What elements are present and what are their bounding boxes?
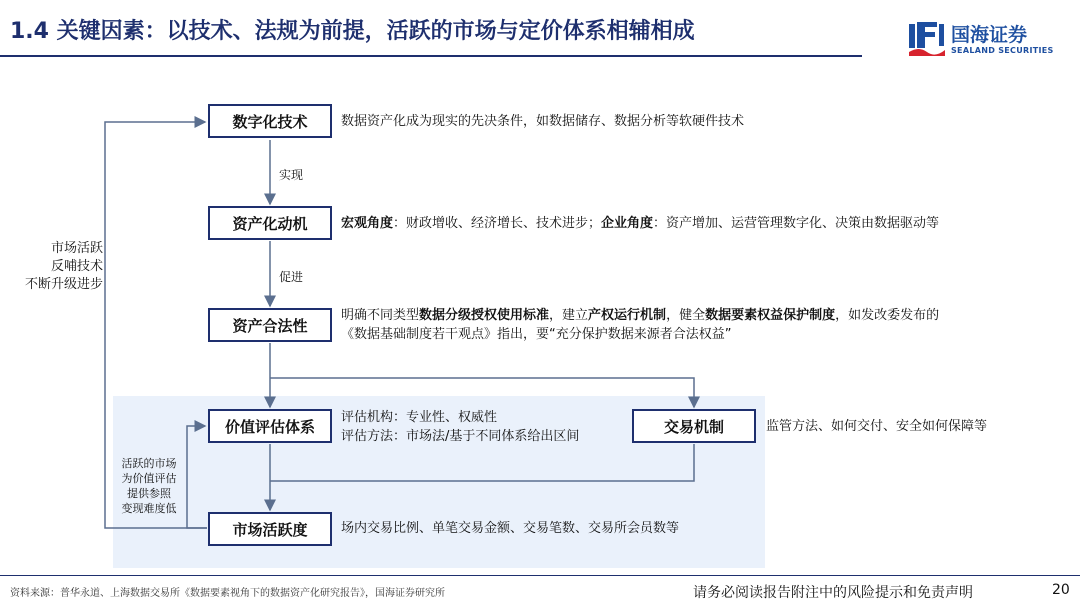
edge-legal-trading <box>270 378 694 407</box>
edge-label-realize: 实现 <box>279 168 304 182</box>
box-trading-mechanism: 交易机制 <box>632 409 756 443</box>
page-title: 1.4 关键因素：以技术、法规为前提，活跃的市场与定价体系相辅相成 <box>10 19 695 44</box>
logo-english-name: SEALAND SECURITIES <box>951 46 1054 55</box>
page-number: 20 <box>1052 582 1070 598</box>
desc-digital-tech: 数据资产化成为现实的先决条件，如数据储存、数据分析等软硬件技术 <box>341 114 745 129</box>
footer-divider <box>0 575 1080 576</box>
edge-label-promote: 促进 <box>279 270 304 284</box>
box-digital-tech: 数字化技术 <box>208 104 332 138</box>
logo-chinese-name: 国海证券 <box>951 24 1028 46</box>
desc-motive-macro: 宏观角度 <box>341 216 394 231</box>
edge-feedback-inner <box>187 426 207 528</box>
edge-trading-market <box>270 444 694 481</box>
feedback-outer-label: 市场活跃 反哺技术 不断升级进步 <box>24 241 103 292</box>
desc-valuation-system: 评估机构：专业性、权威性 评估方法：市场法/基于不同体系给出区间 <box>341 410 580 444</box>
desc-asset-legality: 明确不同类型数据分级授权使用标准，建立产权运行机制，健全数据要素权益保护制度，如发改委发布的 《数据基础制度若干观点》指出，要“充分保护数据来源者合法权益” <box>341 308 940 342</box>
desc-trading-mechanism: 监管方法、如何交付、安全如何保障等 <box>766 419 988 434</box>
feedback-inner-label: 活跃的市场 为价值评估 提供参照 变现难度低 <box>121 457 177 515</box>
footer-source: 资料来源：普华永道、上海数据交易所《数据要素视角下的数据资产化研究报告》，国海证券研究所 <box>10 588 445 599</box>
box-asset-legality: 资产合法性 <box>208 308 332 342</box>
box-market-activity: 市场活跃度 <box>208 512 332 546</box>
box-asset-motive: 资产化动机 <box>208 206 332 240</box>
box-valuation-system: 价值评估体系 <box>208 409 332 443</box>
footer-disclaimer: 请务必阅读报告附注中的风险提示和免责声明 <box>693 585 973 601</box>
desc-motive-firm: 企业角度 <box>601 216 654 231</box>
desc-asset-motive: 宏观角度：财政增收、经济增长、技术进步；企业角度：资产增加、运营管理数字化、决策由数据驱动等 <box>341 216 940 231</box>
desc-market-activity: 场内交易比例、单笔交易金额、交易笔数、交易所会员数等 <box>341 521 680 536</box>
